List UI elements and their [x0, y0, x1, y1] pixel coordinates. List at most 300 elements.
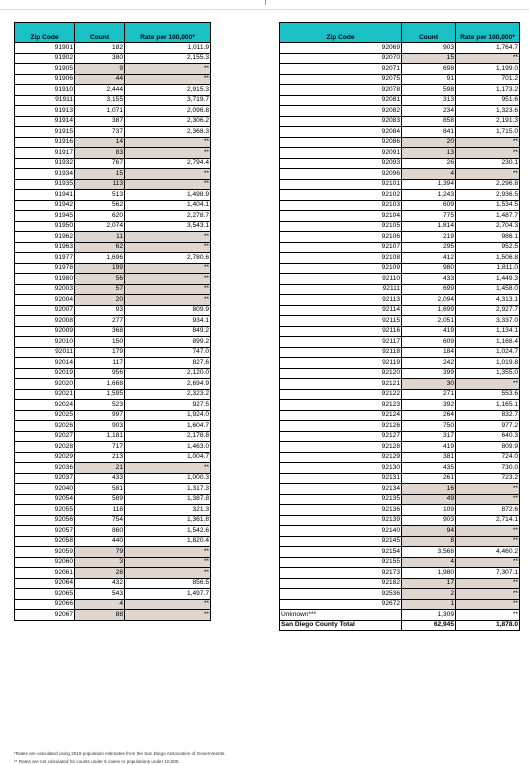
table-row	[280, 95, 520, 106]
rate-cell: 7,307.1	[456, 568, 520, 579]
rate-cell: **	[125, 274, 211, 285]
count-cell: 368	[75, 326, 125, 337]
zip-cell: 91945	[15, 211, 75, 222]
zip-cell: 92127	[280, 431, 402, 442]
table-row	[15, 253, 211, 264]
total-rate: 1,878.0	[456, 620, 520, 631]
table-row	[280, 158, 520, 169]
rate-cell: 2,368.3	[125, 127, 211, 138]
count-cell: 3,568	[402, 547, 456, 558]
table-row	[15, 557, 211, 568]
count-cell: 118	[75, 505, 125, 516]
table-row	[15, 494, 211, 505]
table-row	[280, 64, 520, 75]
zip-cell: 92066	[15, 599, 75, 610]
zip-cell: 92075	[280, 74, 402, 85]
zip-cell: 91963	[15, 242, 75, 253]
header-zip: Zip Code	[280, 23, 402, 43]
zip-cell: 92140	[280, 526, 402, 537]
zip-cell: 92145	[280, 536, 402, 547]
count-cell: 609	[402, 337, 456, 348]
count-cell: 213	[75, 452, 125, 463]
zip-cell: 92024	[15, 400, 75, 411]
table-row	[15, 232, 211, 243]
zip-cell: 91901	[15, 43, 75, 54]
zip-cell: 91910	[15, 85, 75, 96]
count-cell: 261	[402, 473, 456, 484]
zip-cell: 92084	[280, 127, 402, 138]
rate-cell: 2,155.3	[125, 53, 211, 64]
zip-cell: 92119	[280, 358, 402, 369]
zip-cell: 92182	[280, 578, 402, 589]
table-row	[15, 578, 211, 589]
count-cell: 2,094	[402, 295, 456, 306]
count-cell: 57	[75, 284, 125, 295]
header-zip: Zip Code	[15, 23, 75, 43]
rate-cell: **	[125, 610, 211, 621]
count-cell: 20	[75, 295, 125, 306]
rate-cell: 1,534.5	[456, 200, 520, 211]
rate-cell: **	[456, 599, 520, 610]
table-row	[15, 284, 211, 295]
rate-cell: 1,764.7	[456, 43, 520, 54]
rate-cell: 1,361.8	[125, 515, 211, 526]
right-table-body	[280, 43, 520, 610]
rate-cell: 723.2	[456, 473, 520, 484]
zip-cell: 92124	[280, 410, 402, 421]
zip-cell: 91935	[15, 179, 75, 190]
rate-cell: 1,000.3	[125, 473, 211, 484]
table-row	[280, 179, 520, 190]
rate-cell: 2,704.3	[456, 221, 520, 232]
zip-cell: 91911	[15, 95, 75, 106]
count-cell: 79	[75, 547, 125, 558]
zip-cell: 92115	[280, 316, 402, 327]
table-row	[280, 599, 520, 610]
zip-cell: 92059	[15, 547, 75, 558]
rate-cell: **	[125, 169, 211, 180]
count-cell: 860	[75, 526, 125, 537]
table-row	[15, 347, 211, 358]
rate-cell: **	[125, 263, 211, 274]
zip-cell: 92025	[15, 410, 75, 421]
table-row	[15, 137, 211, 148]
zip-cell: 92010	[15, 337, 75, 348]
zip-cell: 92070	[280, 53, 402, 64]
rate-cell: 3,543.1	[125, 221, 211, 232]
count-cell: 754	[75, 515, 125, 526]
rate-cell: 934.1	[125, 316, 211, 327]
count-cell: 2	[402, 589, 456, 600]
rate-cell: **	[456, 148, 520, 159]
rate-cell: **	[456, 526, 520, 537]
header-count: Count	[75, 23, 125, 43]
table-row	[280, 463, 520, 474]
table-row	[15, 431, 211, 442]
zip-cell: 92111	[280, 284, 402, 295]
rate-cell: 952.5	[456, 242, 520, 253]
table-row	[15, 442, 211, 453]
rate-cell: **	[125, 179, 211, 190]
rate-cell: 2,191.3	[456, 116, 520, 127]
count-cell: 699	[402, 284, 456, 295]
table-row	[280, 116, 520, 127]
table-row	[280, 253, 520, 264]
rate-cell: **	[125, 557, 211, 568]
table-row	[280, 515, 520, 526]
table-row	[15, 326, 211, 337]
rate-cell: 927.5	[125, 400, 211, 411]
table-row	[280, 494, 520, 505]
count-cell: 956	[75, 368, 125, 379]
table-row	[15, 64, 211, 75]
rate-cell: **	[125, 599, 211, 610]
count-cell: 399	[402, 368, 456, 379]
table-row	[15, 274, 211, 285]
count-cell: 4	[75, 599, 125, 610]
count-cell: 179	[75, 347, 125, 358]
count-cell: 264	[402, 410, 456, 421]
table-row	[280, 190, 520, 201]
rate-cell: 640.3	[456, 431, 520, 442]
table-row	[15, 358, 211, 369]
header-rate: Rate per 100,000*	[125, 23, 211, 43]
zip-cell: 91905	[15, 64, 75, 75]
zip-cell: 92128	[280, 442, 402, 453]
table-row	[15, 452, 211, 463]
table-row	[15, 295, 211, 306]
zip-cell: 92037	[15, 473, 75, 484]
table-row	[15, 74, 211, 85]
rate-cell: **	[125, 64, 211, 75]
table-row	[15, 610, 211, 621]
rate-cell: 1,011.9	[125, 43, 211, 54]
count-cell: 387	[75, 116, 125, 127]
rate-cell: 977.2	[456, 421, 520, 432]
zip-cell: 91977	[15, 253, 75, 264]
rate-cell: 1,820.4	[125, 536, 211, 547]
zip-cell: 92096	[280, 169, 402, 180]
count-cell: 182	[75, 43, 125, 54]
zip-cell: 92123	[280, 400, 402, 411]
zip-cell: 92083	[280, 116, 402, 127]
count-cell: 199	[75, 263, 125, 274]
zip-cell: 92105	[280, 221, 402, 232]
unknown-label: Unknown***	[280, 610, 402, 621]
zip-cell: 92029	[15, 452, 75, 463]
zip-cell: 92122	[280, 389, 402, 400]
left-zip-table	[14, 22, 211, 621]
zip-cell: 92071	[280, 64, 402, 75]
count-cell: 83	[75, 148, 125, 159]
count-cell: 903	[75, 421, 125, 432]
table-row	[280, 410, 520, 421]
count-cell: 1,243	[402, 190, 456, 201]
count-cell: 609	[402, 200, 456, 211]
zip-cell: 92155	[280, 557, 402, 568]
count-cell: 435	[402, 463, 456, 474]
right-table-summary	[280, 610, 520, 631]
count-cell: 523	[75, 400, 125, 411]
table-row	[280, 106, 520, 117]
table-row	[15, 337, 211, 348]
total-row	[280, 620, 520, 631]
rate-cell: 1,811.0	[456, 263, 520, 274]
zip-cell: 92093	[280, 158, 402, 169]
count-cell: 295	[402, 242, 456, 253]
count-cell: 15	[75, 169, 125, 180]
rate-cell: **	[125, 295, 211, 306]
table-row	[15, 263, 211, 274]
table-row	[15, 116, 211, 127]
rate-cell: **	[125, 137, 211, 148]
count-cell: 513	[75, 190, 125, 201]
table-row	[280, 358, 520, 369]
table-row	[280, 53, 520, 64]
table-row	[15, 389, 211, 400]
zip-cell: 92173	[280, 568, 402, 579]
rate-cell: 1,019.8	[456, 358, 520, 369]
table-row	[280, 169, 520, 180]
footnote-rates: *Rates are calculated using 2019 population estimates from the San Diego Association of Governments.	[14, 751, 226, 756]
count-cell: 433	[402, 274, 456, 285]
count-cell: 44	[75, 74, 125, 85]
count-cell: 14	[75, 137, 125, 148]
table-row	[280, 221, 520, 232]
table-row	[15, 127, 211, 138]
zip-cell: 92536	[280, 589, 402, 600]
count-cell: 997	[75, 410, 125, 421]
rate-cell: 1,463.0	[125, 442, 211, 453]
table-row	[280, 211, 520, 222]
count-cell: 17	[402, 578, 456, 589]
table-row	[15, 200, 211, 211]
zip-cell: 91915	[15, 127, 75, 138]
table-row	[280, 368, 520, 379]
rate-cell: 1,924.0	[125, 410, 211, 421]
page-top-mark	[265, 0, 266, 5]
count-cell: 1,699	[402, 305, 456, 316]
table-row	[280, 431, 520, 442]
table-row	[280, 452, 520, 463]
table-row	[280, 347, 520, 358]
rate-cell: 1,458.0	[456, 284, 520, 295]
count-cell: 219	[402, 232, 456, 243]
count-cell: 16	[402, 484, 456, 495]
zip-cell: 92054	[15, 494, 75, 505]
table-row	[280, 547, 520, 558]
zip-cell: 92117	[280, 337, 402, 348]
zip-cell: 91962	[15, 232, 75, 243]
rate-cell: 827.6	[125, 358, 211, 369]
rate-cell: 4,460.2	[456, 547, 520, 558]
rate-cell: 701.2	[456, 74, 520, 85]
zip-cell: 92065	[15, 589, 75, 600]
count-cell: 93	[75, 305, 125, 316]
count-cell: 2,074	[75, 221, 125, 232]
rate-cell: 2,306.2	[125, 116, 211, 127]
zip-cell: 91934	[15, 169, 75, 180]
table-row	[280, 274, 520, 285]
zip-cell: 92069	[280, 43, 402, 54]
zip-cell: 92118	[280, 347, 402, 358]
rate-cell: **	[125, 148, 211, 159]
count-cell: 313	[402, 95, 456, 106]
right-zip-table	[279, 22, 520, 631]
count-cell: 4	[402, 557, 456, 568]
rate-cell: **	[456, 53, 520, 64]
count-cell: 150	[75, 337, 125, 348]
rate-cell: 856.5	[125, 578, 211, 589]
zip-cell: 92113	[280, 295, 402, 306]
table-row	[280, 557, 520, 568]
rate-cell: 1,404.1	[125, 200, 211, 211]
count-cell: 109	[402, 505, 456, 516]
zip-cell: 92114	[280, 305, 402, 316]
rate-cell: 730.0	[456, 463, 520, 474]
zip-cell: 92101	[280, 179, 402, 190]
count-cell: 26	[402, 158, 456, 169]
zip-cell: 92110	[280, 274, 402, 285]
table-row	[280, 536, 520, 547]
zip-cell: 92067	[15, 610, 75, 621]
count-cell: 28	[75, 568, 125, 579]
zip-cell: 92082	[280, 106, 402, 117]
rate-cell: 1,024.7	[456, 347, 520, 358]
zip-cell: 92036	[15, 463, 75, 474]
table-row	[15, 95, 211, 106]
rate-cell: 1,004.7	[125, 452, 211, 463]
unknown-rate: **	[456, 610, 520, 621]
table-row	[280, 284, 520, 295]
table-row	[15, 589, 211, 600]
zip-cell: 92154	[280, 547, 402, 558]
count-cell: 440	[75, 536, 125, 547]
zip-cell: 91913	[15, 106, 75, 117]
table-row	[15, 211, 211, 222]
count-cell: 13	[402, 148, 456, 159]
rate-cell: **	[456, 578, 520, 589]
count-cell: 737	[75, 127, 125, 138]
rate-cell: 3,337.0	[456, 316, 520, 327]
table-row	[280, 200, 520, 211]
rate-cell: **	[125, 242, 211, 253]
rate-cell: 1,542.6	[125, 526, 211, 537]
zip-cell: 91978	[15, 263, 75, 274]
table-row	[280, 74, 520, 85]
zip-cell: 92102	[280, 190, 402, 201]
rate-cell: 1,506.8	[456, 253, 520, 264]
rate-cell: 2,296.8	[456, 179, 520, 190]
rate-cell: **	[125, 284, 211, 295]
table-row	[15, 421, 211, 432]
count-cell: 1,181	[75, 431, 125, 442]
table-row	[15, 221, 211, 232]
zip-cell: 92021	[15, 389, 75, 400]
zip-cell: 92064	[15, 578, 75, 589]
rate-cell: **	[456, 536, 520, 547]
table-row	[280, 484, 520, 495]
table-row	[280, 137, 520, 148]
table-row	[280, 263, 520, 274]
table-row	[280, 505, 520, 516]
count-cell: 1,980	[402, 568, 456, 579]
table-row	[280, 337, 520, 348]
zip-cell: 91950	[15, 221, 75, 232]
zip-cell: 91917	[15, 148, 75, 159]
table-row	[15, 515, 211, 526]
count-cell: 184	[402, 347, 456, 358]
rate-cell: 2,936.5	[456, 190, 520, 201]
count-cell: 903	[402, 43, 456, 54]
table-row	[280, 148, 520, 159]
table-row	[280, 473, 520, 484]
rate-cell: **	[456, 484, 520, 495]
rate-cell: **	[125, 74, 211, 85]
zip-cell: 92057	[15, 526, 75, 537]
rate-cell: 2,694.9	[125, 379, 211, 390]
table-row	[15, 305, 211, 316]
rate-cell: 230.1	[456, 158, 520, 169]
zip-cell: 92129	[280, 452, 402, 463]
rate-cell: **	[125, 547, 211, 558]
rate-cell: 832.7	[456, 410, 520, 421]
count-cell: 1,814	[402, 221, 456, 232]
rate-cell: **	[125, 568, 211, 579]
zip-cell: 92040	[15, 484, 75, 495]
rate-cell: 1,323.6	[456, 106, 520, 117]
zip-cell: 92131	[280, 473, 402, 484]
zip-cell: 92007	[15, 305, 75, 316]
count-cell: 589	[75, 494, 125, 505]
count-cell: 11	[75, 232, 125, 243]
count-cell: 3,155	[75, 95, 125, 106]
count-cell: 698	[402, 64, 456, 75]
table-row	[280, 85, 520, 96]
zip-cell: 92027	[15, 431, 75, 442]
total-label: San Diego County Total	[280, 620, 402, 631]
table-row	[15, 43, 211, 54]
zip-cell: 92058	[15, 536, 75, 547]
table-row	[280, 568, 520, 579]
zip-cell: 92107	[280, 242, 402, 253]
count-cell: 598	[402, 85, 456, 96]
count-cell: 412	[402, 253, 456, 264]
zip-cell: 92003	[15, 284, 75, 295]
table-row	[15, 53, 211, 64]
count-cell: 1	[402, 599, 456, 610]
count-cell: 980	[402, 263, 456, 274]
zip-cell: 92060	[15, 557, 75, 568]
table-row	[280, 442, 520, 453]
count-cell: 9	[75, 64, 125, 75]
table-row	[15, 473, 211, 484]
count-cell: 1,595	[75, 389, 125, 400]
rate-cell: 1,173.2	[456, 85, 520, 96]
count-cell: 49	[402, 494, 456, 505]
zip-cell: 92672	[280, 599, 402, 610]
rate-cell: 1,199.0	[456, 64, 520, 75]
rate-cell: **	[456, 557, 520, 568]
count-cell: 581	[75, 484, 125, 495]
count-cell: 30	[402, 379, 456, 390]
rate-cell: **	[456, 137, 520, 148]
table-row	[15, 316, 211, 327]
total-count: 62,945	[402, 620, 456, 631]
count-cell: 858	[402, 116, 456, 127]
zip-cell: 91942	[15, 200, 75, 211]
header-rate: Rate per 100,000*	[456, 23, 520, 43]
